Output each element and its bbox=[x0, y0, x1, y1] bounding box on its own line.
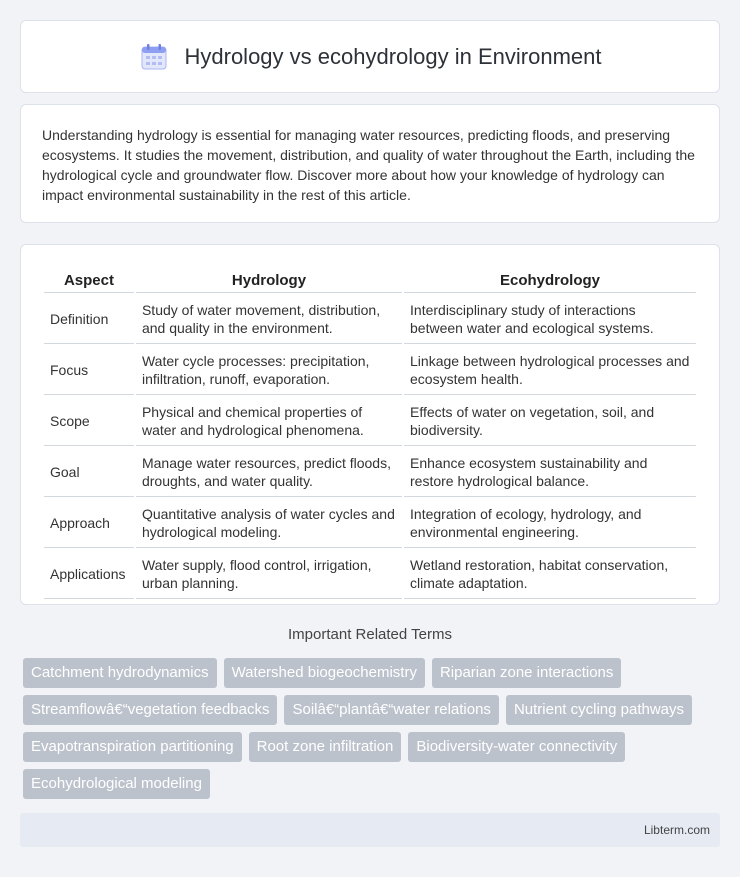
table-row bbox=[44, 550, 696, 599]
intro-paragraph: Understanding hydrology is essential for managing water resources, predicting floods, and preserving ecosystems. It studies the movement, distribution, and quality of water throughout the Earth, including the hydrological cycle and groundwater flow. Discover more about how your knowledge of hydrology can impact environmental sustainability in the rest of this article. bbox=[42, 127, 695, 203]
header-card bbox=[20, 20, 720, 93]
table-row bbox=[44, 448, 696, 497]
related-term-tag[interactable]: Nutrient cycling pathways bbox=[506, 695, 692, 725]
hydrology-cell: Water supply, flood control, irrigation, urban planning. bbox=[136, 550, 402, 599]
ecohydrology-cell: Linkage between hydrological processes and ecosystem health. bbox=[404, 346, 696, 395]
related-term-tag[interactable]: Watershed biogeochemistry bbox=[224, 658, 425, 688]
related-term-tag[interactable]: Catchment hydrodynamics bbox=[23, 658, 217, 688]
column-header-aspect: Aspect bbox=[44, 267, 134, 293]
table-header-row bbox=[44, 267, 696, 293]
hydrology-cell: Manage water resources, predict floods, droughts, and water quality. bbox=[136, 448, 402, 497]
table-row bbox=[44, 397, 696, 446]
related-terms-title: Important Related Terms bbox=[288, 626, 452, 643]
related-term-tag[interactable]: Streamflowâ€“vegetation feedbacks bbox=[23, 695, 277, 725]
related-term-tag[interactable]: Riparian zone interactions bbox=[432, 658, 621, 688]
related-term-tag[interactable]: Biodiversity-water connectivity bbox=[408, 732, 625, 762]
related-term-tag[interactable]: Soilâ€“plantâ€“water relations bbox=[284, 695, 498, 725]
comparison-table bbox=[42, 265, 698, 601]
intro-card bbox=[20, 104, 720, 223]
table-row bbox=[44, 346, 696, 395]
ecohydrology-cell: Interdisciplinary study of interactions between water and ecological systems. bbox=[404, 295, 696, 344]
calendar-icon bbox=[139, 42, 169, 72]
ecohydrology-cell: Integration of ecology, hydrology, and environmental engineering. bbox=[404, 499, 696, 548]
aspect-cell: Definition bbox=[44, 295, 134, 344]
ecohydrology-cell: Effects of water on vegetation, soil, and biodiversity. bbox=[404, 397, 696, 446]
related-term-tag[interactable]: Root zone infiltration bbox=[249, 732, 402, 762]
hydrology-cell: Study of water movement, distribution, and quality in the environment. bbox=[136, 295, 402, 344]
ecohydrology-cell: Enhance ecosystem sustainability and restore hydrological balance. bbox=[404, 448, 696, 497]
ecohydrology-cell: Wetland restoration, habitat conservation, climate adaptation. bbox=[404, 550, 696, 599]
column-header-hydrology: Hydrology bbox=[136, 267, 402, 293]
hydrology-cell: Water cycle processes: precipitation, infiltration, runoff, evaporation. bbox=[136, 346, 402, 395]
hydrology-cell: Physical and chemical properties of water and hydrological phenomena. bbox=[136, 397, 402, 446]
aspect-cell: Approach bbox=[44, 499, 134, 548]
footer bbox=[20, 813, 720, 847]
aspect-cell: Focus bbox=[44, 346, 134, 395]
footer-site-link[interactable]: Libterm.com bbox=[643, 823, 710, 837]
comparison-table-card bbox=[20, 244, 720, 605]
aspect-cell: Applications bbox=[44, 550, 134, 599]
hydrology-cell: Quantitative analysis of water cycles and hydrological modeling. bbox=[136, 499, 402, 548]
aspect-cell: Goal bbox=[44, 448, 134, 497]
table-row bbox=[44, 295, 696, 344]
related-term-tag[interactable]: Evapotranspiration partitioning bbox=[23, 732, 242, 762]
page-title: Hydrology vs ecohydrology in Environment bbox=[184, 43, 602, 69]
related-terms-tags bbox=[23, 658, 723, 799]
related-term-tag[interactable]: Ecohydrological modeling bbox=[23, 769, 210, 799]
column-header-ecohydrology: Ecohydrology bbox=[404, 267, 696, 293]
aspect-cell: Scope bbox=[44, 397, 134, 446]
table-row bbox=[44, 499, 696, 548]
